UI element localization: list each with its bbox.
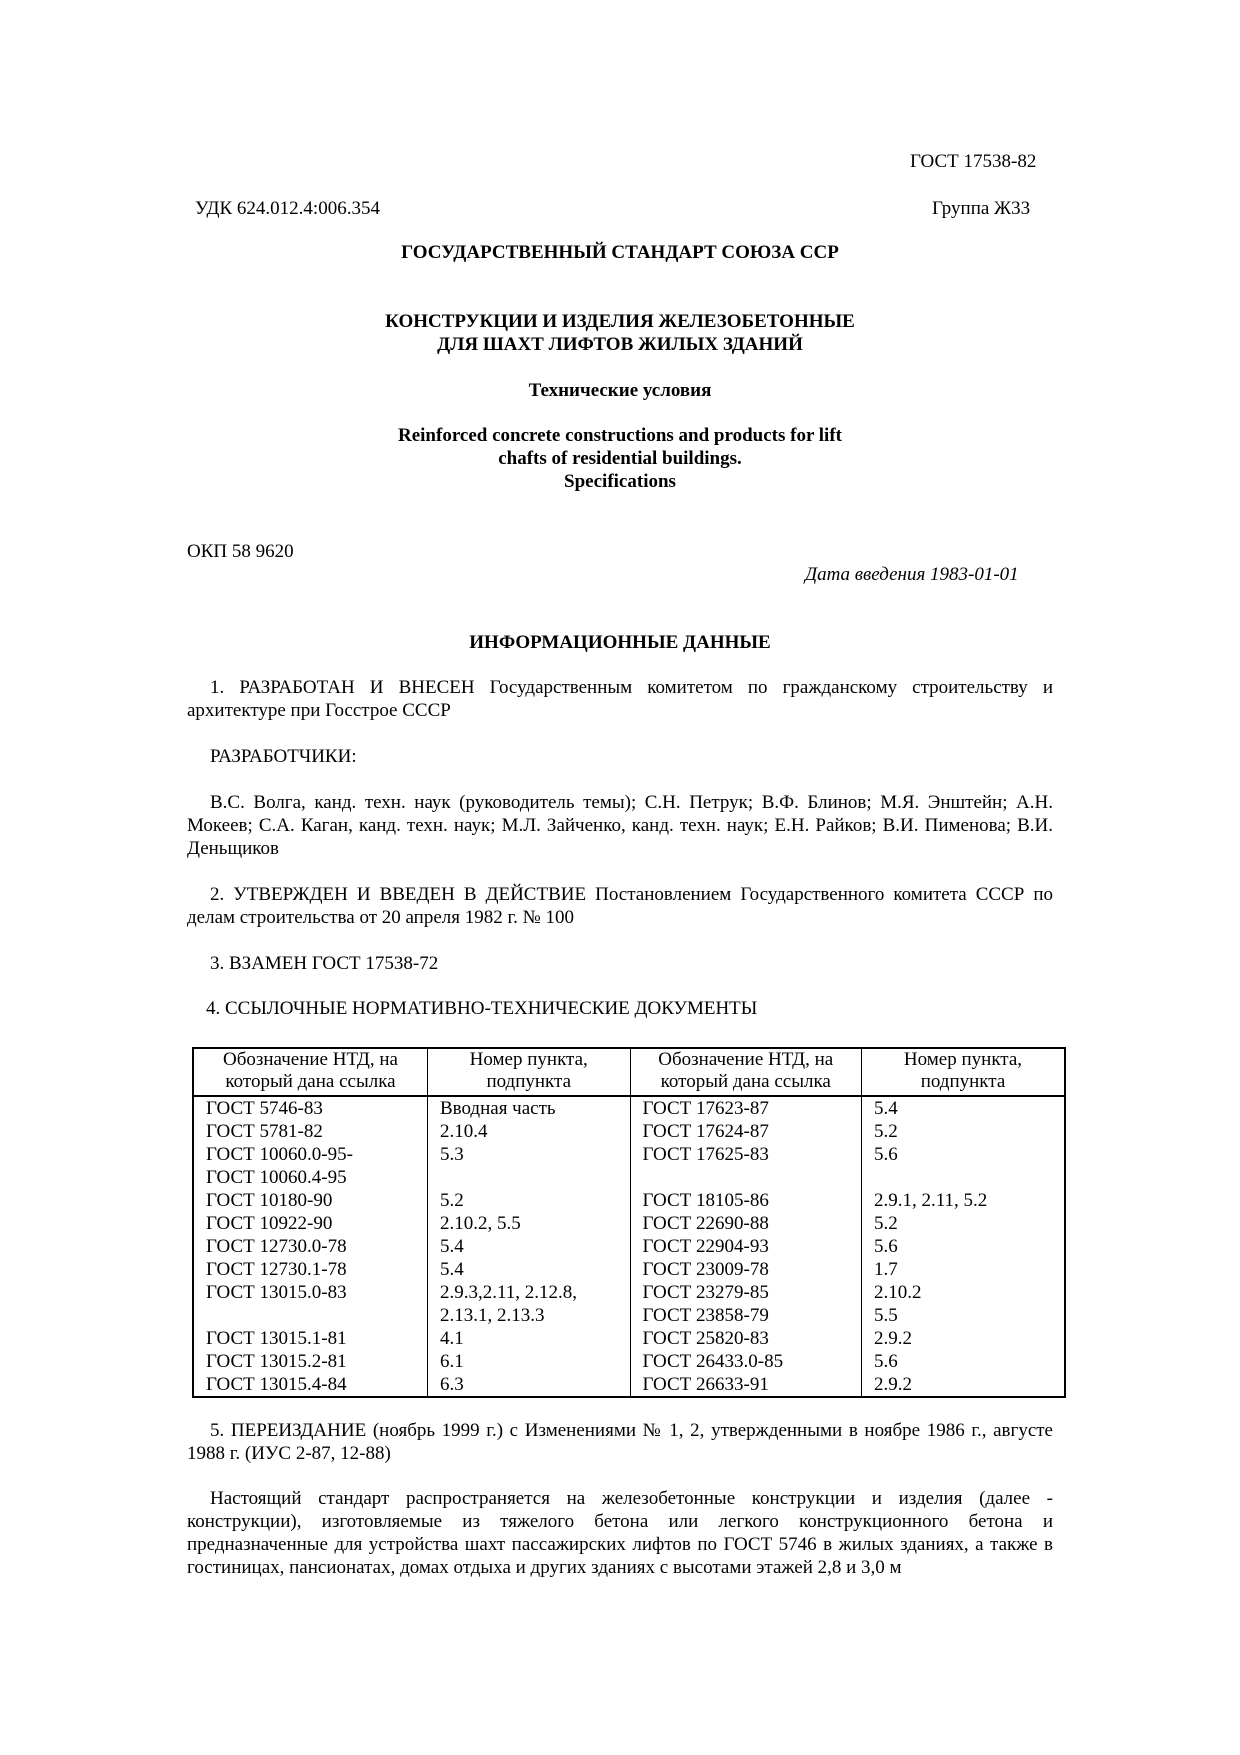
- table-cell: ГОСТ 26633-91: [630, 1373, 861, 1397]
- table-cell: 2.10.2, 5.5: [427, 1212, 630, 1235]
- okp-code: ОКП 58 9620: [187, 541, 294, 562]
- table-cell: [427, 1166, 630, 1189]
- developers-list: [187, 791, 1053, 860]
- table-cell: 5.4: [427, 1235, 630, 1258]
- scope-paragraph: [187, 1487, 1053, 1579]
- table-row: [193, 1189, 1065, 1212]
- product-group: Группа Ж33: [932, 198, 1031, 219]
- table-cell: 6.1: [427, 1350, 630, 1373]
- info-item-3: 3. ВЗАМЕН ГОСТ 17538-72: [210, 953, 439, 974]
- table-row: [193, 1281, 1065, 1304]
- table-cell: 5.6: [861, 1235, 1065, 1258]
- table-cell: [861, 1166, 1065, 1189]
- header-clause-number: Номер пункта, подпункта: [427, 1048, 630, 1096]
- table-cell: ГОСТ 25820-83: [630, 1327, 861, 1350]
- table-cell: ГОСТ 13015.4-84: [193, 1373, 427, 1397]
- table-cell: 5.2: [861, 1120, 1065, 1143]
- table-cell: 2.9.3,2.11, 2.12.8,: [427, 1281, 630, 1304]
- table-cell: ГОСТ 18105-86: [630, 1189, 861, 1212]
- standard-title-line1: КОНСТРУКЦИИ И ИЗДЕЛИЯ ЖЕЛЕЗОБЕТОННЫЕ: [385, 311, 855, 332]
- table-row: [193, 1143, 1065, 1166]
- header-doc-designation: Обозначение НТД, на который дана ссылка: [630, 1048, 861, 1096]
- reference-documents-table: [192, 1047, 1066, 1398]
- table-cell: 2.9.2: [861, 1373, 1065, 1397]
- table-cell: 2.9.1, 2.11, 5.2: [861, 1189, 1065, 1212]
- table-cell: 4.1: [427, 1327, 630, 1350]
- table-row: [193, 1120, 1065, 1143]
- table-cell: Вводная часть: [427, 1096, 630, 1120]
- table-row: [193, 1235, 1065, 1258]
- table-cell: ГОСТ 22690-88: [630, 1212, 861, 1235]
- header-doc-designation: Обозначение НТД, на который дана ссылка: [193, 1048, 427, 1096]
- table-row: [193, 1327, 1065, 1350]
- table-cell: 2.10.2: [861, 1281, 1065, 1304]
- table-cell: [193, 1304, 427, 1327]
- table-cell: 5.5: [861, 1304, 1065, 1327]
- info-item-1: [187, 676, 1053, 722]
- table-row: [193, 1350, 1065, 1373]
- udk-code: УДК 624.012.4:006.354: [195, 198, 380, 219]
- table-cell: ГОСТ 10180-90: [193, 1189, 427, 1212]
- english-title-line2: chafts of residential buildings.: [498, 448, 742, 469]
- developers-label: РАЗРАБОТЧИКИ:: [210, 746, 357, 767]
- state-standard-heading: ГОСУДАРСТВЕННЫЙ СТАНДАРТ СОЮЗА ССР: [401, 242, 839, 263]
- info-item-2: [187, 883, 1053, 929]
- info-heading: ИНФОРМАЦИОННЫЕ ДАННЫЕ: [469, 632, 771, 653]
- table-cell: ГОСТ 13015.0-83: [193, 1281, 427, 1304]
- info-item-4: 4. ССЫЛОЧНЫЕ НОРМАТИВНО-ТЕХНИЧЕСКИЕ ДОКУМЕНТЫ: [206, 998, 758, 1019]
- table-cell: 6.3: [427, 1373, 630, 1397]
- table-cell: ГОСТ 23009-78: [630, 1258, 861, 1281]
- table-row: [193, 1212, 1065, 1235]
- table-cell: 2.10.4: [427, 1120, 630, 1143]
- table-row: [193, 1258, 1065, 1281]
- table-cell: 1.7: [861, 1258, 1065, 1281]
- table-cell: ГОСТ 5746-83: [193, 1096, 427, 1120]
- developers-text: В.С. Волга, канд. техн. наук (руководитель темы); С.Н. Петрук; В.Ф. Блинов; М.Я. Энштейн; А.Н. Мокеев; С.А. Каган, канд. техн. наук; М.Л. Зайченко, канд. техн. наук; Е.Н. Райков; В.И. Пименова; В.И. Деньщиков: [187, 792, 1053, 859]
- table-row: [193, 1096, 1065, 1120]
- table-header-row: [193, 1048, 1065, 1096]
- table-row: [193, 1166, 1065, 1189]
- standard-subtitle: Технические условия: [528, 380, 712, 401]
- info-item-5-text: 5. ПЕРЕИЗДАНИЕ (ноябрь 1999 г.) с Изменениями № 1, 2, утвержденными в ноябре 1986 г., августе 1988 г. (ИУС 2-87, 12-88): [187, 1420, 1053, 1464]
- table-cell: ГОСТ 10922-90: [193, 1212, 427, 1235]
- scope-text: Настоящий стандарт распространяется на железобетонные конструкции и изделия (далее - конструкции), изготовляемые из тяжелого бетона или легкого конструкционного бетона и предназначенные для устройства шахт пассажирских лифтов по ГОСТ 5746 в жилых зданиях, а также в гостиницах, пансионатах, домах отдыха и других зданиях с высотами этажей 2,8 и 3,0 м: [187, 1488, 1053, 1578]
- intro-date: Дата введения 1983-01-01: [805, 564, 1019, 585]
- table-row: [193, 1304, 1065, 1327]
- table-cell: ГОСТ 17625-83: [630, 1143, 861, 1166]
- english-title-line1: Reinforced concrete constructions and products for lift: [398, 425, 842, 446]
- table-cell: ГОСТ 26433.0-85: [630, 1350, 861, 1373]
- table-cell: ГОСТ 22904-93: [630, 1235, 861, 1258]
- table-cell: [630, 1166, 861, 1189]
- table-cell: 2.9.2: [861, 1327, 1065, 1350]
- table-cell: ГОСТ 12730.1-78: [193, 1258, 427, 1281]
- english-title-line3: Specifications: [564, 471, 676, 492]
- info-item-2-text: 2. УТВЕРЖДЕН И ВВЕДЕН В ДЕЙСТВИЕ Постановлением Государственного комитета СССР по делам строительства от 20 апреля 1982 г. № 100: [187, 884, 1053, 928]
- table-cell: ГОСТ 13015.2-81: [193, 1350, 427, 1373]
- table-cell: 5.3: [427, 1143, 630, 1166]
- table-cell: ГОСТ 5781-82: [193, 1120, 427, 1143]
- table-row: [193, 1373, 1065, 1397]
- table-cell: ГОСТ 23279-85: [630, 1281, 861, 1304]
- info-item-5: [187, 1419, 1053, 1465]
- table-cell: ГОСТ 13015.1-81: [193, 1327, 427, 1350]
- table-cell: 5.6: [861, 1350, 1065, 1373]
- table-cell: ГОСТ 17624-87: [630, 1120, 861, 1143]
- table-cell: 5.4: [861, 1096, 1065, 1120]
- table-cell: ГОСТ 12730.0-78: [193, 1235, 427, 1258]
- table-cell: ГОСТ 23858-79: [630, 1304, 861, 1327]
- table-cell: 5.2: [861, 1212, 1065, 1235]
- standard-title-line2: ДЛЯ ШАХТ ЛИФТОВ ЖИЛЫХ ЗДАНИЙ: [437, 334, 803, 355]
- gost-number: ГОСТ 17538-82: [910, 151, 1037, 172]
- header-clause-number: Номер пункта, подпункта: [861, 1048, 1065, 1096]
- table-cell: ГОСТ 17623-87: [630, 1096, 861, 1120]
- table-cell: 5.4: [427, 1258, 630, 1281]
- table-cell: 5.6: [861, 1143, 1065, 1166]
- table-cell: 5.2: [427, 1189, 630, 1212]
- info-item-1-text: 1. РАЗРАБОТАН И ВНЕСЕН Государственным комитетом по гражданскому строительству и архитектуре при Госстрое СССР: [187, 677, 1053, 721]
- table-cell: ГОСТ 10060.0-95-: [193, 1143, 427, 1166]
- table-cell: 2.13.1, 2.13.3: [427, 1304, 630, 1327]
- table-cell: ГОСТ 10060.4-95: [193, 1166, 427, 1189]
